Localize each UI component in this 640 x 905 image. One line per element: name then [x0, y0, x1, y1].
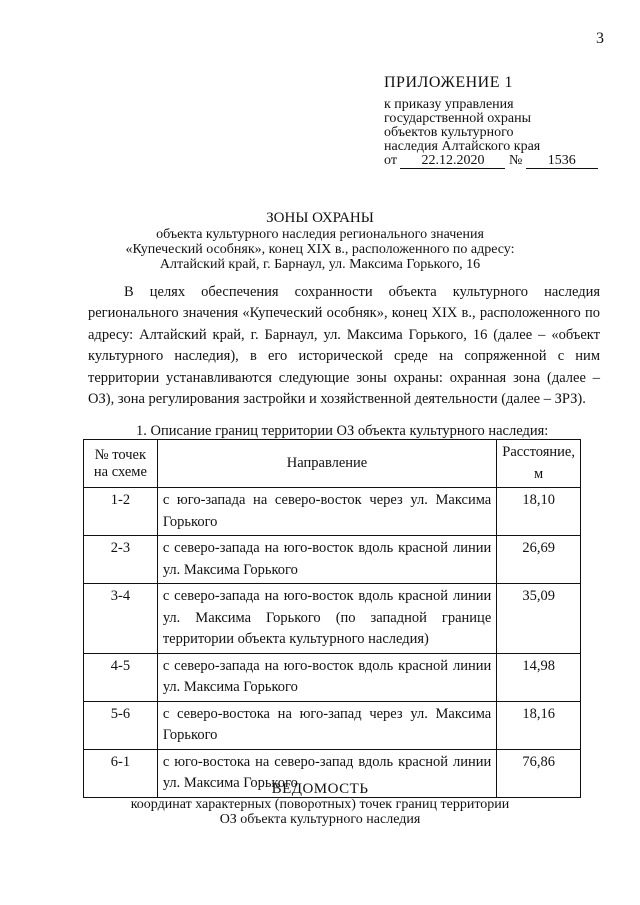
- table-caption: 1. Описание границ территории ОЗ объекта культурного наследия:: [136, 423, 549, 439]
- vedomost-title: ВЕДОМОСТЬ: [271, 781, 369, 797]
- row-direction: с северо-запада на юго-восток вдоль красной линии ул. Максима Горького (по западной границе территории объекта культурного наследия): [157, 584, 496, 654]
- row-direction: с северо-запада на юго-восток вдоль красной линии ул. Максима Горького: [157, 536, 496, 584]
- row-points: 1-2: [84, 488, 158, 536]
- row-distance: 26,69: [497, 536, 581, 584]
- header-direction: Направление: [157, 440, 496, 488]
- row-direction: с юго-востока на северо-запад вдоль красной линии ул. Максима Горького: [157, 749, 496, 797]
- order-line: государственной охраны: [384, 111, 532, 126]
- row-direction: с юго-запада на северо-восток через ул. Максима Горького: [157, 488, 496, 536]
- table-row: [84, 536, 581, 584]
- vedomost-line: ОЗ объекта культурного наследия: [219, 812, 421, 827]
- order-reference: [384, 98, 540, 154]
- row-points: 2-3: [84, 536, 158, 584]
- row-distance: 18,10: [497, 488, 581, 536]
- row-points: 4-5: [84, 653, 158, 701]
- table-row: [84, 584, 581, 654]
- order-line: к приказу управления: [384, 97, 514, 112]
- vedomost-line: координат характерных (поворотных) точек границ территории: [130, 797, 510, 812]
- row-distance: 76,86: [497, 749, 581, 797]
- subtitle-line: Алтайский край, г. Барнаул, ул. Максима Горького, 16: [159, 257, 481, 272]
- intro-paragraph: В целях обеспечения сохранности объекта культурного наследия регионального значения «Купеческий особняк», конец XIX в., расположенного по адресу: Алтайский край, г. Барнаул, ул. Максима Горького, 16 (далее – «объект культурного наследия), в его исторической среде на сопряженной с ним территории устанавливаются следующие зоны охраны: охранная зона (далее – ОЗ), зона регулирования застройки и хозяйственной деятельности (далее – ЗРЗ).: [88, 284, 600, 408]
- order-date: 22.12.2020: [400, 154, 505, 169]
- table-header-row: [84, 440, 581, 488]
- boundary-table: [83, 439, 581, 798]
- table-row: [84, 488, 581, 536]
- order-line: объектов культурного: [384, 125, 514, 140]
- document-subtitle: [0, 227, 640, 272]
- row-points: 5-6: [84, 701, 158, 749]
- row-direction: с северо-востока на юго-запад через ул. Максима Горького: [157, 701, 496, 749]
- header-distance: Расстояние, м: [497, 440, 581, 488]
- table-row: [84, 653, 581, 701]
- table-row: [84, 701, 581, 749]
- page-number: 3: [596, 30, 604, 47]
- date-prefix: от: [384, 153, 397, 168]
- row-distance: 35,09: [497, 584, 581, 654]
- row-distance: 14,98: [497, 653, 581, 701]
- number-sign: №: [508, 153, 523, 168]
- row-distance: 18,16: [497, 701, 581, 749]
- row-direction: с северо-запада на юго-восток вдоль красной линии ул. Максима Горького: [157, 653, 496, 701]
- row-points: 3-4: [84, 584, 158, 654]
- subtitle-line: «Купеческий особняк», конец XIX в., расположенного по адресу:: [125, 242, 515, 257]
- row-points: 6-1: [84, 749, 158, 797]
- order-line: наследия Алтайского края: [384, 139, 541, 154]
- order-date-line: [384, 153, 598, 169]
- document-title: ЗОНЫ ОХРАНЫ: [266, 210, 374, 226]
- subtitle-line: объекта культурного наследия регионального значения: [156, 227, 484, 242]
- appendix-title: ПРИЛОЖЕНИЕ 1: [384, 74, 514, 91]
- order-number: 1536: [526, 154, 598, 169]
- vedomost-subtitle: [0, 797, 640, 827]
- header-points: № точек на схеме: [84, 440, 158, 488]
